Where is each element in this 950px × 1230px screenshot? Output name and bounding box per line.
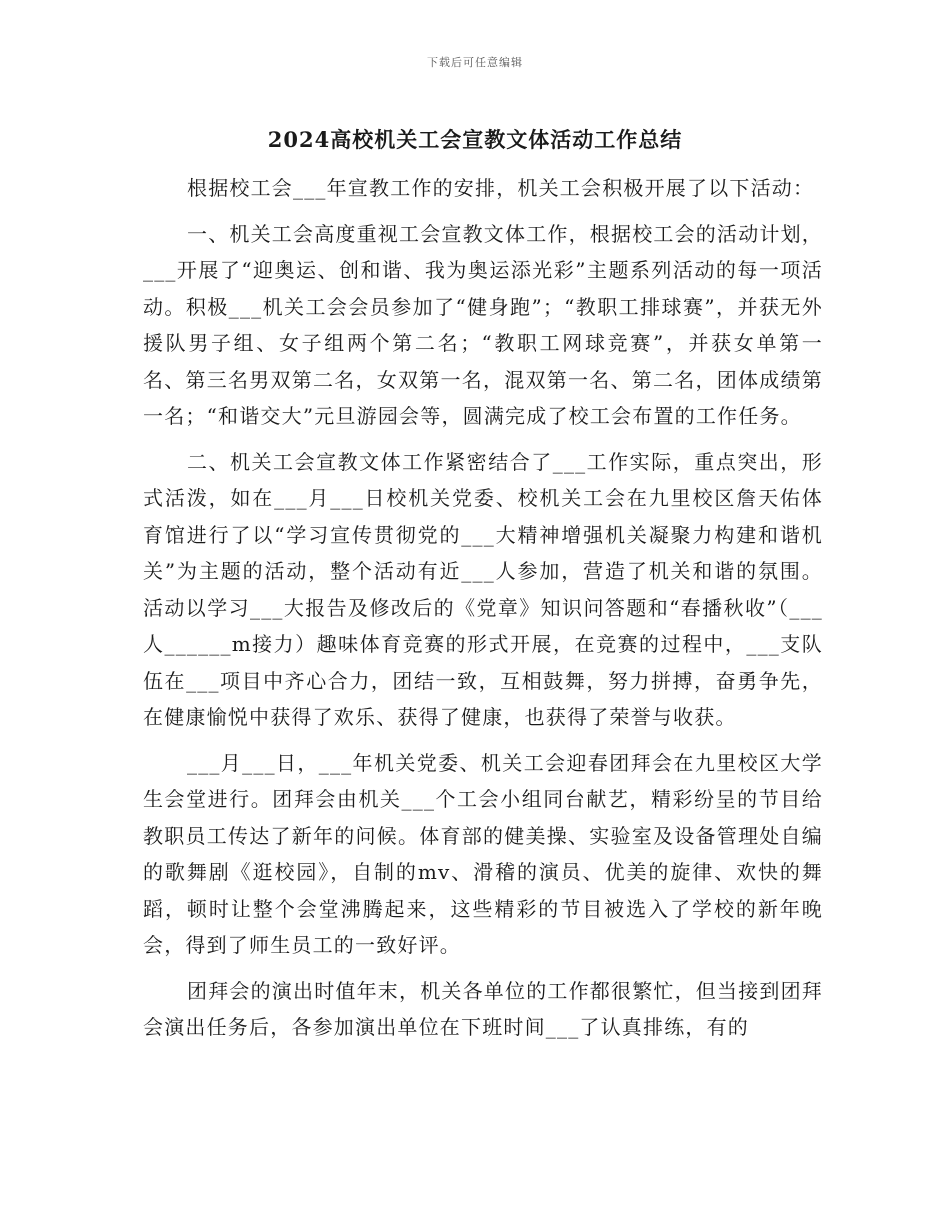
document-body: [143, 170, 823, 1055]
paragraph-spring-gathering: ___月___日，___年机关党委、机关工会迎春团拜会在九里校区大学生会堂进行。团拜会由机关___个工会小组同台献艺，精彩纷呈的节目给教职员工传达了新年的问候。体育部的健美操、实验室及设备管理处自编的歌舞剧《逛校园》，自制的mv、滑稽的演员、优美的旋律、欢快的舞蹈，顿时让整个会堂沸腾起来，这些精彩的节目被选入了学校的新年晚会，得到了师生员工的一致好评。: [143, 750, 823, 957]
document-title: 2024高校机关工会宣教文体活动工作总结: [267, 127, 683, 152]
paragraph-section-1: 一、机关工会高度重视工会宣教文体工作，根据校工会的活动计划，___开展了“迎奥运、创和谐、我为奥运添光彩”主题系列活动的每一项活动。积极___机关工会会员参加了“健身跑”；“教职工排球赛”，并获无外援队男子组、女子组两个第二名；“教职工网球竞赛”，并获女单第一名、第三名男双第二名，女双第一名，混双第一名、第二名，团体成绩第一名；“和谐交大”元旦游园会等，圆满完成了校工会布置的工作任务。: [143, 221, 823, 428]
paragraph-section-2: 二、机关工会宣教文体工作紧密结合了___工作实际，重点突出，形式活泼，如在___月___日校机关党委、校机关工会在九里校区詹天佑体育馆进行了以“学习宣传贯彻党的___大精神增强机关凝聚力构建和谐机关”为主题的活动，整个活动有近___人参加，营造了机关和谐的氛围。活动以学习___大报告及修改后的《党章》知识问答题和“春播秋收”（___人______m接力）趣味体育竞赛的形式开展，在竞赛的过程中，___支队伍在___项目中齐心合力，团结一致，互相鼓舞，努力拼搏，奋勇争先，在健康愉悦中获得了欢乐、获得了健康，也获得了荣誉与收获。: [143, 449, 823, 729]
header-note: 下载后可任意编辑: [427, 56, 523, 69]
paragraph-intro: 根据校工会___年宣教工作的安排，机关工会积极开展了以下活动：: [187, 176, 815, 200]
paragraph-rehearsal: 团拜会的演出时值年末，机关各单位的工作都很繁忙，但当接到团拜会演出任务后，各参加演出单位在下班时间___了认真排练，有的: [143, 978, 823, 1039]
